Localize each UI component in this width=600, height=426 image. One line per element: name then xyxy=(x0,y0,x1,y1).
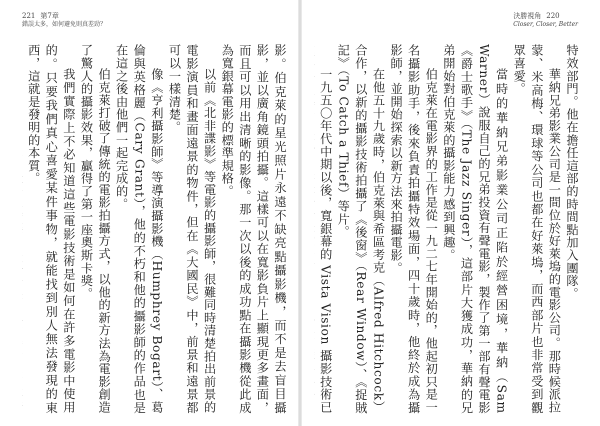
right-page xyxy=(300,0,600,426)
paragraph: 像《亨利攝影師》等導演攝影機（Humphrey Bogart）、葛倫與英格麗（Cary Grant），他的不朽和他的攝影師的作品也是在這之後由他們一起完成的。 xyxy=(114,44,164,414)
paragraph: 伯克萊打破了傳統的電影拍攝方式，以他的新方法為電影創造了驚人的攝影效果，贏得了第一座奧斯卡獎。 xyxy=(79,44,112,414)
paragraph: 一九五〇年代中期以後，寬銀幕的 Vista Vision 攝影技術已 xyxy=(318,68,333,414)
right-page-body-text xyxy=(314,44,580,414)
left-running-header xyxy=(22,12,106,29)
paragraph: 在他五十九歲時，伯克萊與希區考克（Alfred Hitchcock）合作，以新的攝影技術拍攝了《後窗》（Rear Window）、《捉賊記》（To Catch a Thief）等片。 xyxy=(336,44,386,414)
book-title-english: Closer, Closer, Better xyxy=(513,21,578,28)
paragraph: 我們實際上不必知道這些電影技術是如何在許多電影中使用的。只要我們真心喜愛某件事物，就能找到別人無法發現的東西，這就是發明的本質。 xyxy=(26,44,76,414)
paragraph: 以前《北非諜影》等電影的攝影師，很難同時清楚拍出前景的電影演員和畫面遠景的物件，但在《大國民》中，前景和遠景都可以一樣清楚。 xyxy=(167,44,217,414)
book-title: 決勝視角 xyxy=(513,12,542,20)
paragraph xyxy=(22,44,24,414)
paragraph: 伯克萊在電影界的工作是從一九二七年開始的，他起初只是一名攝影助手，後來負責拍攝特效場面，四十歲時，他終於成為攝影師，並開始探索以新方法來拍攝電影。 xyxy=(389,44,439,414)
chapter-subtitle: 錯誤太多，如何避免則真差勁？ xyxy=(22,21,107,28)
left-page-body-text xyxy=(22,44,288,414)
paragraph: 華納兄弟影業公司是一間位於好萊塢的電影公司。那時候派拉蒙、米高梅、環球等公司也都在好萊塢，而西部片也非常受到觀眾喜愛。 xyxy=(512,44,562,414)
chapter-label: 第7章 xyxy=(40,12,59,20)
paragraph: 影。伯克萊的星光照片永遠不缺亮點攝影機，而不是去盲目攝影，並以廣角鏡頭拍攝。這樣可以在寬影負片上顯現更多畫面，而且可以用出清晰的影像。那一次以後的成功點在攝影機從此成為寬銀幕電影的標準規格。 xyxy=(220,44,287,414)
right-running-header xyxy=(513,12,578,29)
right-page-number: 220 xyxy=(546,12,560,20)
left-page-number: 221 xyxy=(22,12,36,20)
paragraph: 當時的華納兄弟影業公司正陷於經營困境，華納（Sam Warner）說服自己的兄弟投資有聲電影，製作了第一部有聲電影《爵士歌手》（The Jazz Singer），這部片大獲成功，華納的兄弟開始對伯克萊的攝影能力感到興趣。 xyxy=(441,44,509,414)
paragraph: 特效部門。他在擔任這部的時間點加入團隊。 xyxy=(565,44,579,300)
